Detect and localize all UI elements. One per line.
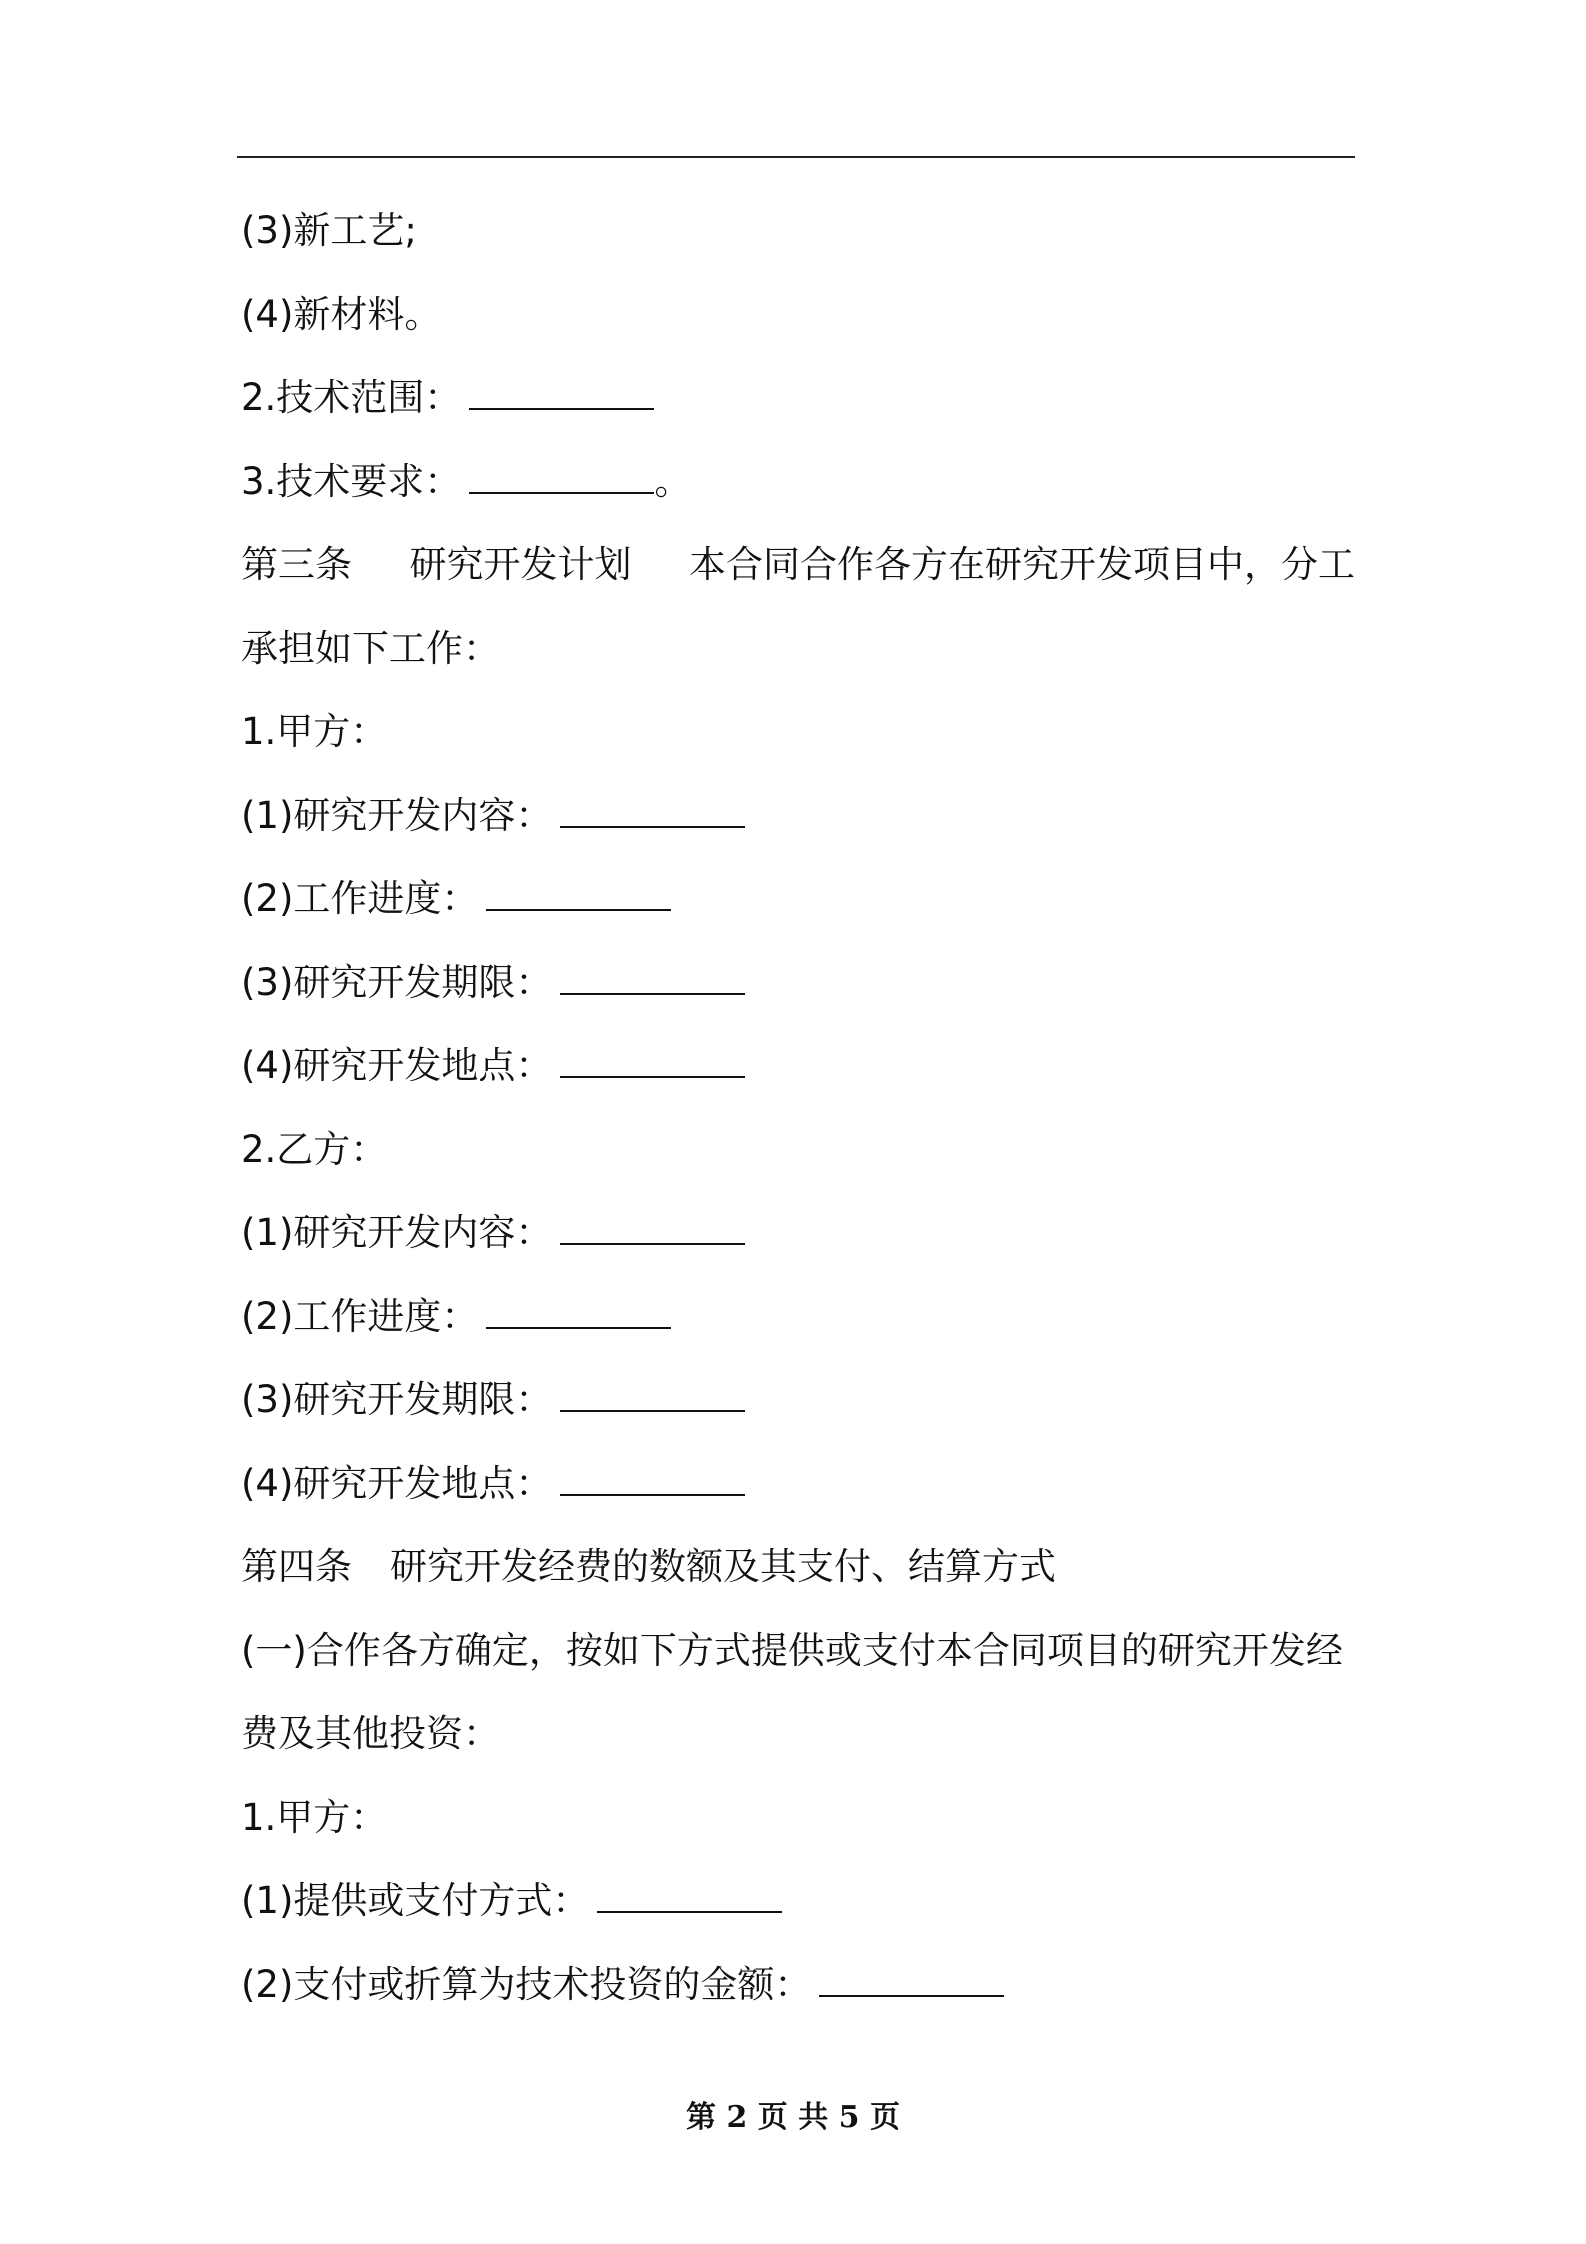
item-label: (4)研究开发地点： bbox=[241, 1461, 553, 1505]
fill-in-blank bbox=[597, 1883, 782, 1913]
funding-paragraph-continuation bbox=[241, 1699, 1355, 1783]
item-new-material bbox=[241, 280, 1355, 364]
item-label: (2)工作进度： bbox=[241, 1294, 479, 1338]
article-three-continuation bbox=[241, 614, 1355, 698]
funding-paragraph bbox=[241, 1616, 1355, 1700]
funding-method bbox=[241, 1866, 1355, 1950]
party-b-location bbox=[241, 1449, 1355, 1533]
item-label: (1)研究开发内容： bbox=[241, 1211, 553, 1254]
item-label: (3)研究开发期限： bbox=[241, 960, 553, 1004]
item-label: (2)工作进度： bbox=[241, 877, 479, 920]
item-period: 。 bbox=[654, 459, 692, 503]
party-label: 2.乙方： bbox=[241, 1127, 388, 1171]
fill-in-blank bbox=[560, 798, 745, 828]
item-new-process bbox=[241, 196, 1355, 280]
item-label: (4)研究开发地点： bbox=[241, 1044, 553, 1087]
article-three-heading bbox=[241, 530, 1355, 614]
funding-amount bbox=[241, 1950, 1355, 2034]
fill-in-blank bbox=[469, 464, 654, 494]
funding-party-a-heading bbox=[241, 1783, 1355, 1867]
article-title: 研究开发计划 bbox=[409, 543, 632, 586]
article-number: 第三条 bbox=[241, 543, 352, 586]
fill-in-blank bbox=[486, 1299, 671, 1329]
item-text: (4)新材料。 bbox=[241, 292, 442, 336]
party-b-progress bbox=[241, 1282, 1355, 1366]
party-a-heading bbox=[241, 697, 1355, 781]
party-a-period bbox=[241, 948, 1355, 1032]
party-label: 1.甲方： bbox=[241, 1795, 388, 1839]
item-label: 2.技术范围： bbox=[241, 376, 462, 419]
party-b-content bbox=[241, 1198, 1355, 1282]
fill-in-blank bbox=[819, 1967, 1004, 1997]
article-text: 本合同合作各方在研究开发项目中，分工 bbox=[689, 543, 1355, 586]
paragraph-text: 费及其他投资： bbox=[241, 1712, 500, 1755]
item-label: (3)研究开发期限： bbox=[241, 1378, 553, 1421]
party-b-period bbox=[241, 1365, 1355, 1449]
paragraph-text: (一)合作各方确定，按如下方式提供或支付本合同项目的研究开发经 bbox=[241, 1628, 1343, 1672]
page-number: 第 2 页 共 5 页 bbox=[686, 2100, 900, 2135]
item-label: (1)研究开发内容： bbox=[241, 793, 553, 837]
party-a-progress bbox=[241, 864, 1355, 948]
party-label: 1.甲方： bbox=[241, 710, 388, 753]
fill-in-blank bbox=[560, 1466, 745, 1496]
article-number: 第四条 bbox=[241, 1545, 352, 1588]
fill-in-blank bbox=[560, 1215, 745, 1245]
fill-in-blank bbox=[560, 1382, 745, 1412]
item-label: (2)支付或折算为技术投资的金额： bbox=[241, 1962, 812, 2006]
fill-in-blank bbox=[560, 965, 745, 995]
fill-in-blank bbox=[560, 1048, 745, 1078]
item-tech-requirement bbox=[241, 447, 1355, 531]
party-b-heading bbox=[241, 1115, 1355, 1199]
fill-in-blank bbox=[486, 881, 671, 911]
fill-in-blank bbox=[469, 380, 654, 410]
paragraph-text: 承担如下工作： bbox=[241, 626, 500, 670]
item-label: 3.技术要求： bbox=[241, 459, 462, 503]
article-title: 研究开发经费的数额及其支付、结算方式 bbox=[390, 1545, 1056, 1588]
party-a-location bbox=[241, 1031, 1355, 1115]
item-tech-scope bbox=[241, 363, 1355, 447]
item-label: (1)提供或支付方式： bbox=[241, 1879, 590, 1922]
header-rule bbox=[237, 156, 1355, 158]
article-four-heading bbox=[241, 1532, 1355, 1616]
item-text: (3)新工艺; bbox=[241, 209, 417, 252]
document-body bbox=[241, 196, 1355, 2033]
party-a-content bbox=[241, 781, 1355, 865]
